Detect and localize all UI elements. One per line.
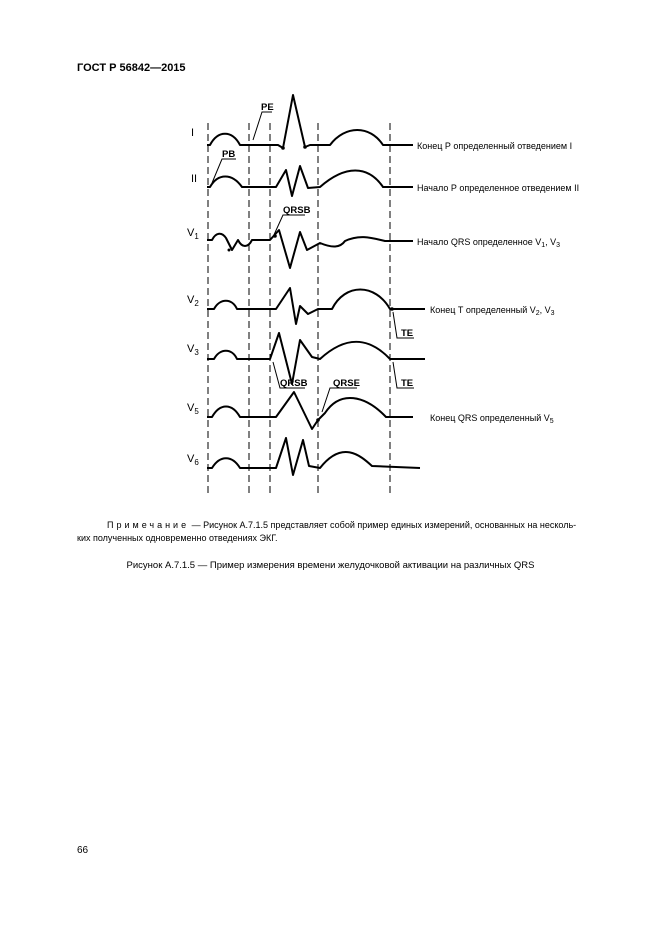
document-header: ГОСТ Р 56842—2015 bbox=[77, 62, 186, 74]
trace-lead-v2 bbox=[207, 288, 425, 324]
marker-qrsb-top: QRSB bbox=[283, 205, 311, 216]
trace-lead-ii bbox=[207, 166, 413, 196]
note-text: — Рисунок А.7.1.5 представляет собой пример единых измерений, основанных на несколь- ких полученных одновременно отведениях ЭКГ. bbox=[77, 520, 577, 543]
lead-label-ii: II bbox=[191, 173, 198, 185]
figure-note bbox=[77, 519, 615, 545]
page-number: 66 bbox=[77, 845, 89, 856]
lead-v2-description: Конец Т определенный $V_2$, $V_3$ bbox=[430, 305, 555, 317]
trace-lead-v6 bbox=[207, 438, 420, 475]
trace-lead-v5 bbox=[207, 392, 413, 429]
marker-pe: PE bbox=[261, 102, 274, 113]
marker-pb: PB bbox=[222, 149, 236, 160]
trace-lead-i bbox=[207, 95, 413, 148]
marker-qrse: QRSE bbox=[333, 378, 360, 389]
lead-label-v1: $V_1$ bbox=[187, 227, 199, 241]
trace-lead-v1 bbox=[207, 230, 413, 268]
marker-te-lower: TE bbox=[401, 378, 414, 389]
lead-v1-description: Начало QRS определенное $V_1$, $V_3$ bbox=[417, 237, 561, 249]
lead-i-description: Конец Р определенный отведением I bbox=[417, 141, 573, 151]
note-label: Примечание bbox=[107, 520, 190, 530]
lead-label-v3: $V_3$ bbox=[187, 343, 199, 357]
lead-label-v2: $V_2$ bbox=[187, 294, 199, 308]
marker-te-upper: TE bbox=[401, 328, 414, 339]
trace-lead-v3 bbox=[207, 333, 425, 384]
marker-qrsb-bottom: QRSB bbox=[280, 378, 308, 389]
lead-label-i: I bbox=[191, 127, 195, 139]
figure-caption: Рисунок А.7.1.5 — Пример измерения времени желудочковой активации на различных QRS bbox=[126, 560, 535, 571]
lead-label-v6: $V_6$ bbox=[187, 453, 199, 467]
lead-label-v5: $V_5$ bbox=[187, 402, 199, 416]
lead-v5-description: Конец QRS определенный $V_5$ bbox=[430, 413, 554, 425]
lead-ii-description: Начало Р определенное отведением II bbox=[417, 183, 580, 193]
